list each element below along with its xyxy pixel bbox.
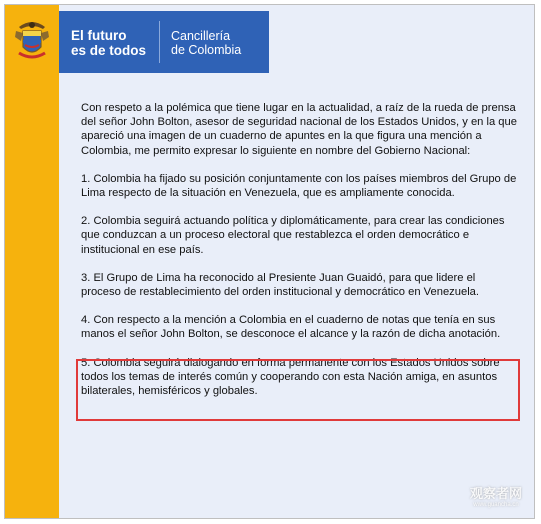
brand-slogan	[71, 28, 146, 58]
ministry-line-1: Cancillería	[171, 29, 231, 43]
statement-point-3: 3. El Grupo de Lima ha reconocido al Presiente Juan Guaidó, para que lidere el proceso de restablecimiento del orden institucional y democrático en Venezuela.	[81, 271, 480, 299]
ministry-line-2: de Colombia	[171, 43, 242, 57]
watermark-url: www.guancha.cn	[473, 502, 519, 508]
statement-point-1: 1. Colombia ha fijado su posición conjuntamente con los países miembros del Grupo de Lima respecto de la situación en Venezuela, que es ampliamente conocida.	[81, 172, 517, 200]
colombia-coat-of-arms-icon	[13, 19, 51, 63]
header-divider	[159, 21, 160, 63]
statement-point-4: 4. Con respecto a la mención a Colombia en el cuaderno de notas que tenía en sus manos el señor John Bolton, se desconoce el alcance y la razón de dicha anotación.	[81, 314, 501, 341]
brand-line-2: es de todos	[71, 43, 147, 58]
statement-intro: Con respeto a la polémica que tiene lugar en la actualidad, a raíz de la rueda de prensa del señor John Bolton, asesor de seguridad nacional de los Estados Unidos, y en la que apareció una imagen de un cuaderno de apuntes en la que figura una mención a Colombia, me permito expresar lo siguiente en nombre del Gobierno Nacional:	[81, 102, 517, 157]
government-header	[59, 11, 269, 73]
highlight-box-point-4	[76, 359, 520, 421]
ministry-name	[171, 29, 241, 57]
document-frame	[4, 4, 535, 519]
yellow-stripe	[5, 5, 59, 518]
statement-point-5: 5. Colombia seguirá dialogando en forma permanente con los Estados Unidos sobre todos los temas de interés común y cooperando con esta Nación amiga, en asuntos bilaterales, hemisféricos y globales.	[81, 356, 500, 398]
brand-line-1: El futuro	[71, 28, 127, 43]
watermark	[470, 483, 522, 508]
statement-point-2: 2. Colombia seguirá actuando política y diplomáticamente, para crear las condiciones que conduzcan a un proceso electoral que restablezca el orden democrático e institucional en ese país.	[81, 215, 505, 256]
watermark-text: 观察者网	[469, 486, 522, 501]
